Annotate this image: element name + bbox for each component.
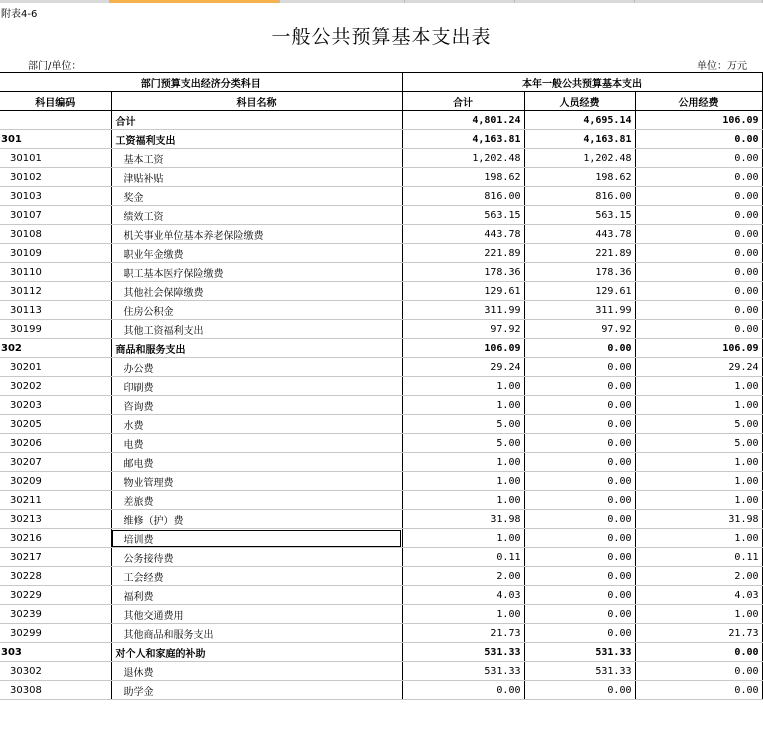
- cell-public[interactable]: 0.00: [635, 263, 762, 282]
- table-row: [0, 491, 762, 510]
- cell-public[interactable]: 0.00: [635, 187, 762, 206]
- cell-code[interactable]: 30299: [0, 624, 111, 643]
- cell-total[interactable]: 1.00: [402, 396, 524, 415]
- cell-public[interactable]: 21.73: [635, 624, 762, 643]
- cell-code[interactable]: 30112: [0, 282, 111, 301]
- cell-public[interactable]: 0.00: [635, 681, 762, 700]
- cell-public[interactable]: 0.00: [635, 244, 762, 263]
- cell-public[interactable]: 1.00: [635, 453, 762, 472]
- cell-code[interactable]: 30206: [0, 434, 111, 453]
- cell-name[interactable]: 津贴补贴: [111, 168, 402, 187]
- cell-code[interactable]: 30228: [0, 567, 111, 586]
- sheet-tab-strip: [0, 0, 763, 3]
- cell-name[interactable]: 助学金: [111, 681, 402, 700]
- cell-code[interactable]: 30217: [0, 548, 111, 567]
- cell-public[interactable]: 0.00: [635, 320, 762, 339]
- cell-personnel[interactable]: 178.36: [524, 263, 635, 282]
- cell-code[interactable]: 30103: [0, 187, 111, 206]
- cell-name[interactable]: 工资福利支出: [111, 130, 402, 149]
- cell-total[interactable]: 221.89: [402, 244, 524, 263]
- cell-code[interactable]: 30101: [0, 149, 111, 168]
- cell-public[interactable]: 0.00: [635, 662, 762, 681]
- table-row: [0, 244, 762, 263]
- cell-total[interactable]: 4.03: [402, 586, 524, 605]
- cell-code[interactable]: 30109: [0, 244, 111, 263]
- cell-personnel[interactable]: 129.61: [524, 282, 635, 301]
- sheet-tab[interactable]: [0, 0, 110, 3]
- table-row: [0, 358, 762, 377]
- cell-code[interactable]: 30213: [0, 510, 111, 529]
- cell-total[interactable]: 531.33: [402, 662, 524, 681]
- cell-name[interactable]: 职工基本医疗保险缴费: [111, 263, 402, 282]
- cell-public[interactable]: 5.00: [635, 415, 762, 434]
- cell-total[interactable]: 311.99: [402, 301, 524, 320]
- cell-public[interactable]: 31.98: [635, 510, 762, 529]
- appendix-label: 附表4-6: [1, 9, 38, 20]
- sheet-tab[interactable]: [515, 0, 635, 3]
- cell-public[interactable]: 0.00: [635, 168, 762, 187]
- cell-code[interactable]: 30209: [0, 472, 111, 491]
- cell-name[interactable]: 基本工资: [111, 149, 402, 168]
- cell-name[interactable]: 差旅费: [111, 491, 402, 510]
- cell-total[interactable]: 443.78: [402, 225, 524, 244]
- header-group-right[interactable]: 本年一般公共预算基本支出: [402, 73, 762, 92]
- sheet-tab[interactable]: [405, 0, 515, 3]
- cell-personnel[interactable]: 0.00: [524, 586, 635, 605]
- cell-code[interactable]: 303: [0, 643, 111, 662]
- cell-code[interactable]: 30229: [0, 586, 111, 605]
- table-row: [0, 396, 762, 415]
- cell-public[interactable]: 106.09: [635, 111, 762, 130]
- cell-name[interactable]: 咨询费: [111, 396, 402, 415]
- cell-name[interactable]: 对个人和家庭的补助: [111, 643, 402, 662]
- cell-total[interactable]: 563.15: [402, 206, 524, 225]
- header-col-code[interactable]: 科目编码: [0, 92, 111, 111]
- cell-code[interactable]: 30201: [0, 358, 111, 377]
- cell-public[interactable]: 4.03: [635, 586, 762, 605]
- cell-total[interactable]: 1.00: [402, 491, 524, 510]
- cell-total[interactable]: 29.24: [402, 358, 524, 377]
- cell-total[interactable]: 106.09: [402, 339, 524, 358]
- cell-personnel[interactable]: 0.00: [524, 472, 635, 491]
- cell-total[interactable]: 5.00: [402, 434, 524, 453]
- cell-personnel[interactable]: 531.33: [524, 643, 635, 662]
- cell-name[interactable]: 机关事业单位基本养老保险缴费: [111, 225, 402, 244]
- cell-code[interactable]: 30108: [0, 225, 111, 244]
- table-row: [0, 624, 762, 643]
- cell-name[interactable]: 其他商品和服务支出: [111, 624, 402, 643]
- table-row: [0, 643, 762, 662]
- cell-name[interactable]: 水费: [111, 415, 402, 434]
- cell-total[interactable]: 816.00: [402, 187, 524, 206]
- sheet-tab[interactable]: [280, 0, 405, 3]
- department-label: 部门/单位：: [28, 61, 82, 72]
- cell-total[interactable]: 4,163.81: [402, 130, 524, 149]
- cell-total[interactable]: 178.36: [402, 263, 524, 282]
- cell-name[interactable]: 电费: [111, 434, 402, 453]
- cell-code[interactable]: 30308: [0, 681, 111, 700]
- cell-personnel[interactable]: 0.00: [524, 491, 635, 510]
- cell-personnel[interactable]: 816.00: [524, 187, 635, 206]
- budget-table: [0, 72, 763, 700]
- table-row: [0, 605, 762, 624]
- table-row: [0, 529, 762, 548]
- table-row: [0, 130, 762, 149]
- cell-public[interactable]: 2.00: [635, 567, 762, 586]
- page-title: 一般公共预算基本支出表: [271, 26, 492, 48]
- cell-public[interactable]: 0.00: [635, 225, 762, 244]
- cell-name[interactable]: 工会经费: [111, 567, 402, 586]
- cell-personnel[interactable]: 4,163.81: [524, 130, 635, 149]
- cell-name[interactable]: 物业管理费: [111, 472, 402, 491]
- cell-name[interactable]: 住房公积金: [111, 301, 402, 320]
- sheet-tab-active[interactable]: [110, 0, 280, 3]
- cell-total[interactable]: 4,801.24: [402, 111, 524, 130]
- cell-code[interactable]: 30102: [0, 168, 111, 187]
- cell-code[interactable]: 30211: [0, 491, 111, 510]
- cell-public[interactable]: 0.11: [635, 548, 762, 567]
- table-row: [0, 320, 762, 339]
- table-row: [0, 510, 762, 529]
- cell-personnel[interactable]: 0.00: [524, 415, 635, 434]
- cell-name[interactable]: 其他社会保障缴费: [111, 282, 402, 301]
- cell-total[interactable]: 0.11: [402, 548, 524, 567]
- cell-code[interactable]: 30302: [0, 662, 111, 681]
- header-row-group: [0, 73, 762, 92]
- cell-name[interactable]: 福利费: [111, 586, 402, 605]
- cell-code[interactable]: 30113: [0, 301, 111, 320]
- cell-name[interactable]: 商品和服务支出: [111, 339, 402, 358]
- cell-total[interactable]: 97.92: [402, 320, 524, 339]
- cell-name[interactable]: 退休费: [111, 662, 402, 681]
- table-row: [0, 586, 762, 605]
- cell-total[interactable]: 1,202.48: [402, 149, 524, 168]
- cell-personnel[interactable]: 0.00: [524, 396, 635, 415]
- cell-code[interactable]: 30207: [0, 453, 111, 472]
- header-col-name[interactable]: 科目名称: [111, 92, 402, 111]
- header-col-personnel[interactable]: 人员经费: [524, 92, 635, 111]
- cell-public[interactable]: 5.00: [635, 434, 762, 453]
- table-row: [0, 377, 762, 396]
- cell-total[interactable]: 129.61: [402, 282, 524, 301]
- cell-code[interactable]: 30110: [0, 263, 111, 282]
- cell-personnel[interactable]: 0.00: [524, 529, 635, 548]
- cell-name[interactable]: 职业年金缴费: [111, 244, 402, 263]
- cell-code[interactable]: 301: [0, 130, 111, 149]
- cell-code[interactable]: 30202: [0, 377, 111, 396]
- table-row: [0, 301, 762, 320]
- cell-public[interactable]: 0.00: [635, 130, 762, 149]
- unit-label: 单位：万元: [697, 61, 747, 72]
- cell-code[interactable]: 302: [0, 339, 111, 358]
- cell-personnel[interactable]: 0.00: [524, 624, 635, 643]
- cell-personnel[interactable]: 311.99: [524, 301, 635, 320]
- cell-total[interactable]: 0.00: [402, 681, 524, 700]
- cell-public[interactable]: 1.00: [635, 377, 762, 396]
- cell-name[interactable]: 培训费: [111, 529, 402, 548]
- table-row: [0, 434, 762, 453]
- table-row: [0, 415, 762, 434]
- table-row: [0, 472, 762, 491]
- cell-public[interactable]: 0.00: [635, 206, 762, 225]
- cell-public[interactable]: 0.00: [635, 301, 762, 320]
- cell-personnel[interactable]: 4,695.14: [524, 111, 635, 130]
- cell-name[interactable]: 其他交通费用: [111, 605, 402, 624]
- cell-total[interactable]: 1.00: [402, 453, 524, 472]
- cell-code[interactable]: 30239: [0, 605, 111, 624]
- cell-personnel[interactable]: 0.00: [524, 377, 635, 396]
- cell-public[interactable]: 0.00: [635, 643, 762, 662]
- table-row: [0, 567, 762, 586]
- table-row: [0, 681, 762, 700]
- table-row: [0, 111, 762, 130]
- cell-personnel[interactable]: 0.00: [524, 510, 635, 529]
- table-row: [0, 282, 762, 301]
- cell-personnel[interactable]: 563.15: [524, 206, 635, 225]
- cell-public[interactable]: 1.00: [635, 529, 762, 548]
- cell-code[interactable]: 30205: [0, 415, 111, 434]
- cell-public[interactable]: 1.00: [635, 605, 762, 624]
- cell-name[interactable]: 绩效工资: [111, 206, 402, 225]
- cell-personnel[interactable]: 0.00: [524, 681, 635, 700]
- cell-personnel[interactable]: 221.89: [524, 244, 635, 263]
- cell-public[interactable]: 1.00: [635, 472, 762, 491]
- cell-personnel[interactable]: 0.00: [524, 434, 635, 453]
- cell-personnel[interactable]: 198.62: [524, 168, 635, 187]
- cell-personnel[interactable]: 0.00: [524, 453, 635, 472]
- cell-personnel[interactable]: 1,202.48: [524, 149, 635, 168]
- cell-public[interactable]: 29.24: [635, 358, 762, 377]
- cell-total[interactable]: 1.00: [402, 472, 524, 491]
- cell-total[interactable]: 2.00: [402, 567, 524, 586]
- cell-public[interactable]: 0.00: [635, 149, 762, 168]
- table-row: [0, 168, 762, 187]
- cell-total[interactable]: 1.00: [402, 377, 524, 396]
- table-row: [0, 339, 762, 358]
- cell-name[interactable]: 维修（护）费: [111, 510, 402, 529]
- sheet-tab[interactable]: [635, 0, 763, 3]
- cell-code[interactable]: 30216: [0, 529, 111, 548]
- cell-code[interactable]: 30203: [0, 396, 111, 415]
- cell-name[interactable]: 办公费: [111, 358, 402, 377]
- cell-total[interactable]: 531.33: [402, 643, 524, 662]
- cell-code[interactable]: 30107: [0, 206, 111, 225]
- cell-personnel[interactable]: 0.00: [524, 567, 635, 586]
- cell-personnel[interactable]: 0.00: [524, 339, 635, 358]
- cell-personnel[interactable]: 0.00: [524, 358, 635, 377]
- table-row: [0, 453, 762, 472]
- cell-code[interactable]: [0, 111, 111, 130]
- cell-personnel[interactable]: 531.33: [524, 662, 635, 681]
- cell-public[interactable]: 1.00: [635, 396, 762, 415]
- cell-total[interactable]: 31.98: [402, 510, 524, 529]
- cell-name[interactable]: 印刷费: [111, 377, 402, 396]
- cell-name[interactable]: 合计: [111, 111, 402, 130]
- cell-name[interactable]: 邮电费: [111, 453, 402, 472]
- cell-code[interactable]: 30199: [0, 320, 111, 339]
- header-group-left[interactable]: 部门预算支出经济分类科目: [0, 73, 402, 92]
- cell-name[interactable]: 奖金: [111, 187, 402, 206]
- cell-total[interactable]: 21.73: [402, 624, 524, 643]
- cell-personnel[interactable]: 0.00: [524, 605, 635, 624]
- header-col-total[interactable]: 合计: [402, 92, 524, 111]
- cell-public[interactable]: 106.09: [635, 339, 762, 358]
- header-col-public[interactable]: 公用经费: [635, 92, 762, 111]
- cell-total[interactable]: 5.00: [402, 415, 524, 434]
- cell-personnel[interactable]: 97.92: [524, 320, 635, 339]
- cell-total[interactable]: 1.00: [402, 529, 524, 548]
- table-row: [0, 149, 762, 168]
- table-row: [0, 548, 762, 567]
- cell-total[interactable]: 1.00: [402, 605, 524, 624]
- cell-public[interactable]: 0.00: [635, 282, 762, 301]
- cell-name[interactable]: 其他工资福利支出: [111, 320, 402, 339]
- table-row: [0, 263, 762, 282]
- table-row: [0, 225, 762, 244]
- table-row: [0, 206, 762, 225]
- cell-total[interactable]: 198.62: [402, 168, 524, 187]
- cell-personnel[interactable]: 0.00: [524, 548, 635, 567]
- cell-public[interactable]: 1.00: [635, 491, 762, 510]
- cell-personnel[interactable]: 443.78: [524, 225, 635, 244]
- table-row: [0, 187, 762, 206]
- header-row-columns: [0, 92, 762, 111]
- cell-name[interactable]: 公务接待费: [111, 548, 402, 567]
- table-row: [0, 662, 762, 681]
